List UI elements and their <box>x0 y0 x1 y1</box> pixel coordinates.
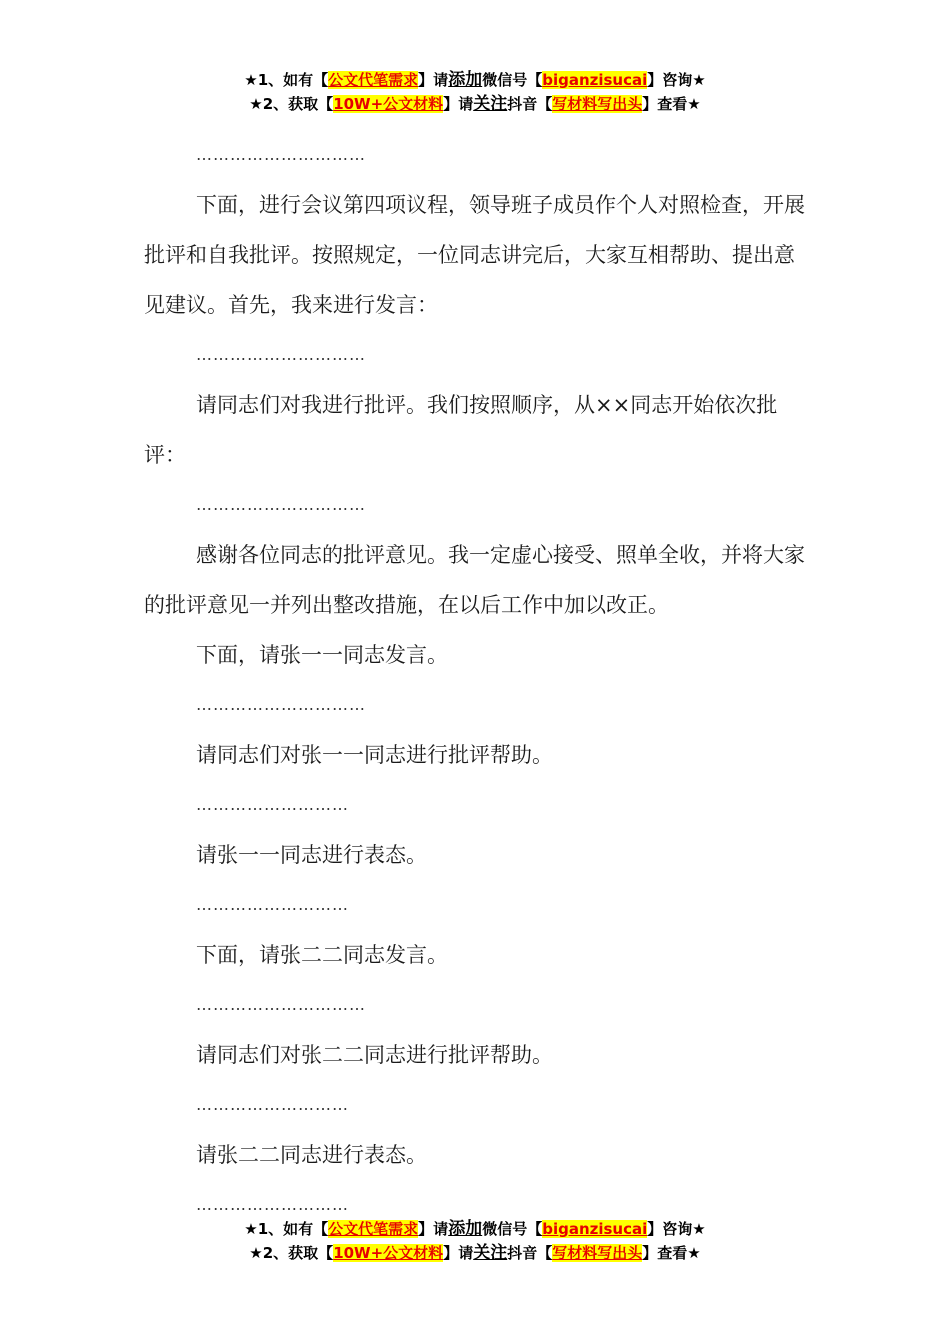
banner-line-2 <box>0 92 950 116</box>
ellipsis-line: ……………………… <box>196 795 349 814</box>
paragraph: 下面，请张一一同志发言。 <box>196 643 448 667</box>
banner-text: ★2、获取【 <box>249 1244 334 1262</box>
banner-text: 】咨询★ <box>647 71 706 89</box>
paragraph: 下面，进行会议第四项议程，领导班子成员作个人对照检查，开展批评和自我批评。按照规定，一位同志讲完后，大家互相帮助、提出意见建议。首先，我来进行发言： <box>144 193 805 317</box>
banner-line-2 <box>0 1241 950 1265</box>
ellipsis-line: ………………………… <box>196 145 366 164</box>
paragraph: 请同志们对张一一同志进行批评帮助。 <box>196 743 553 767</box>
banner-text: 】请 <box>443 1244 474 1262</box>
banner-text: 抖音【 <box>507 95 553 113</box>
banner-highlight-douyin: 写材料写出头 <box>552 95 643 113</box>
banner-text: 】查看★ <box>642 95 701 113</box>
banner-highlight: 10W+公文材料 <box>333 1244 444 1262</box>
banner-highlight: 公文代笔需求 <box>328 71 419 89</box>
ellipsis-line: ……………………… <box>196 895 349 914</box>
ellipsis-line: ………………………… <box>196 345 366 364</box>
banner-text: 微信号【 <box>482 71 543 89</box>
banner-highlight: 10W+公文材料 <box>333 95 444 113</box>
banner-text: 】查看★ <box>642 1244 701 1262</box>
paragraph: 请同志们对张二二同志进行批评帮助。 <box>196 1043 553 1067</box>
paragraph: 请张一一同志进行表态。 <box>196 843 427 867</box>
banner-highlight-douyin: 写材料写出头 <box>552 1244 643 1262</box>
banner-highlight-wechat: biganzisucai <box>542 1220 648 1238</box>
ellipsis-line: ……………………… <box>196 1195 349 1214</box>
ellipsis-line: ……………………… <box>196 1095 349 1114</box>
ellipsis-line: ………………………… <box>196 995 366 1014</box>
banner-underline: 添加 <box>448 70 483 90</box>
paragraph: 请张二二同志进行表态。 <box>196 1143 427 1167</box>
paragraph: 请同志们对我进行批评。我们按照顺序，从××同志开始依次批评： <box>144 393 778 467</box>
paragraph: 感谢各位同志的批评意见。我一定虚心接受、照单全收，并将大家的批评意见一并列出整改措施，在以后工作中加以改正。 <box>144 543 805 617</box>
ellipsis-line: ………………………… <box>196 695 366 714</box>
banner-text: 抖音【 <box>507 1244 553 1262</box>
ellipsis-line: ………………………… <box>196 495 366 514</box>
banner-underline: 关注 <box>473 94 508 114</box>
banner-highlight-wechat: biganzisucai <box>542 71 648 89</box>
banner-line-1 <box>0 1217 950 1241</box>
banner-text: 】请 <box>418 71 449 89</box>
banner-text: ★1、如有【 <box>244 71 329 89</box>
banner-highlight: 公文代笔需求 <box>328 1220 419 1238</box>
banner-underline: 添加 <box>448 1219 483 1239</box>
banner-text: 】请 <box>418 1220 449 1238</box>
paragraph: 下面，请张二二同志发言。 <box>196 943 448 967</box>
banner-text: 微信号【 <box>482 1220 543 1238</box>
document-body <box>144 130 806 1230</box>
banner-underline: 关注 <box>473 1243 508 1263</box>
footer-banner <box>0 1217 950 1265</box>
banner-text: ★2、获取【 <box>249 95 334 113</box>
banner-text: 】咨询★ <box>647 1220 706 1238</box>
banner-line-1 <box>0 68 950 92</box>
banner-text: ★1、如有【 <box>244 1220 329 1238</box>
banner-text: 】请 <box>443 95 474 113</box>
header-banner <box>0 68 950 116</box>
